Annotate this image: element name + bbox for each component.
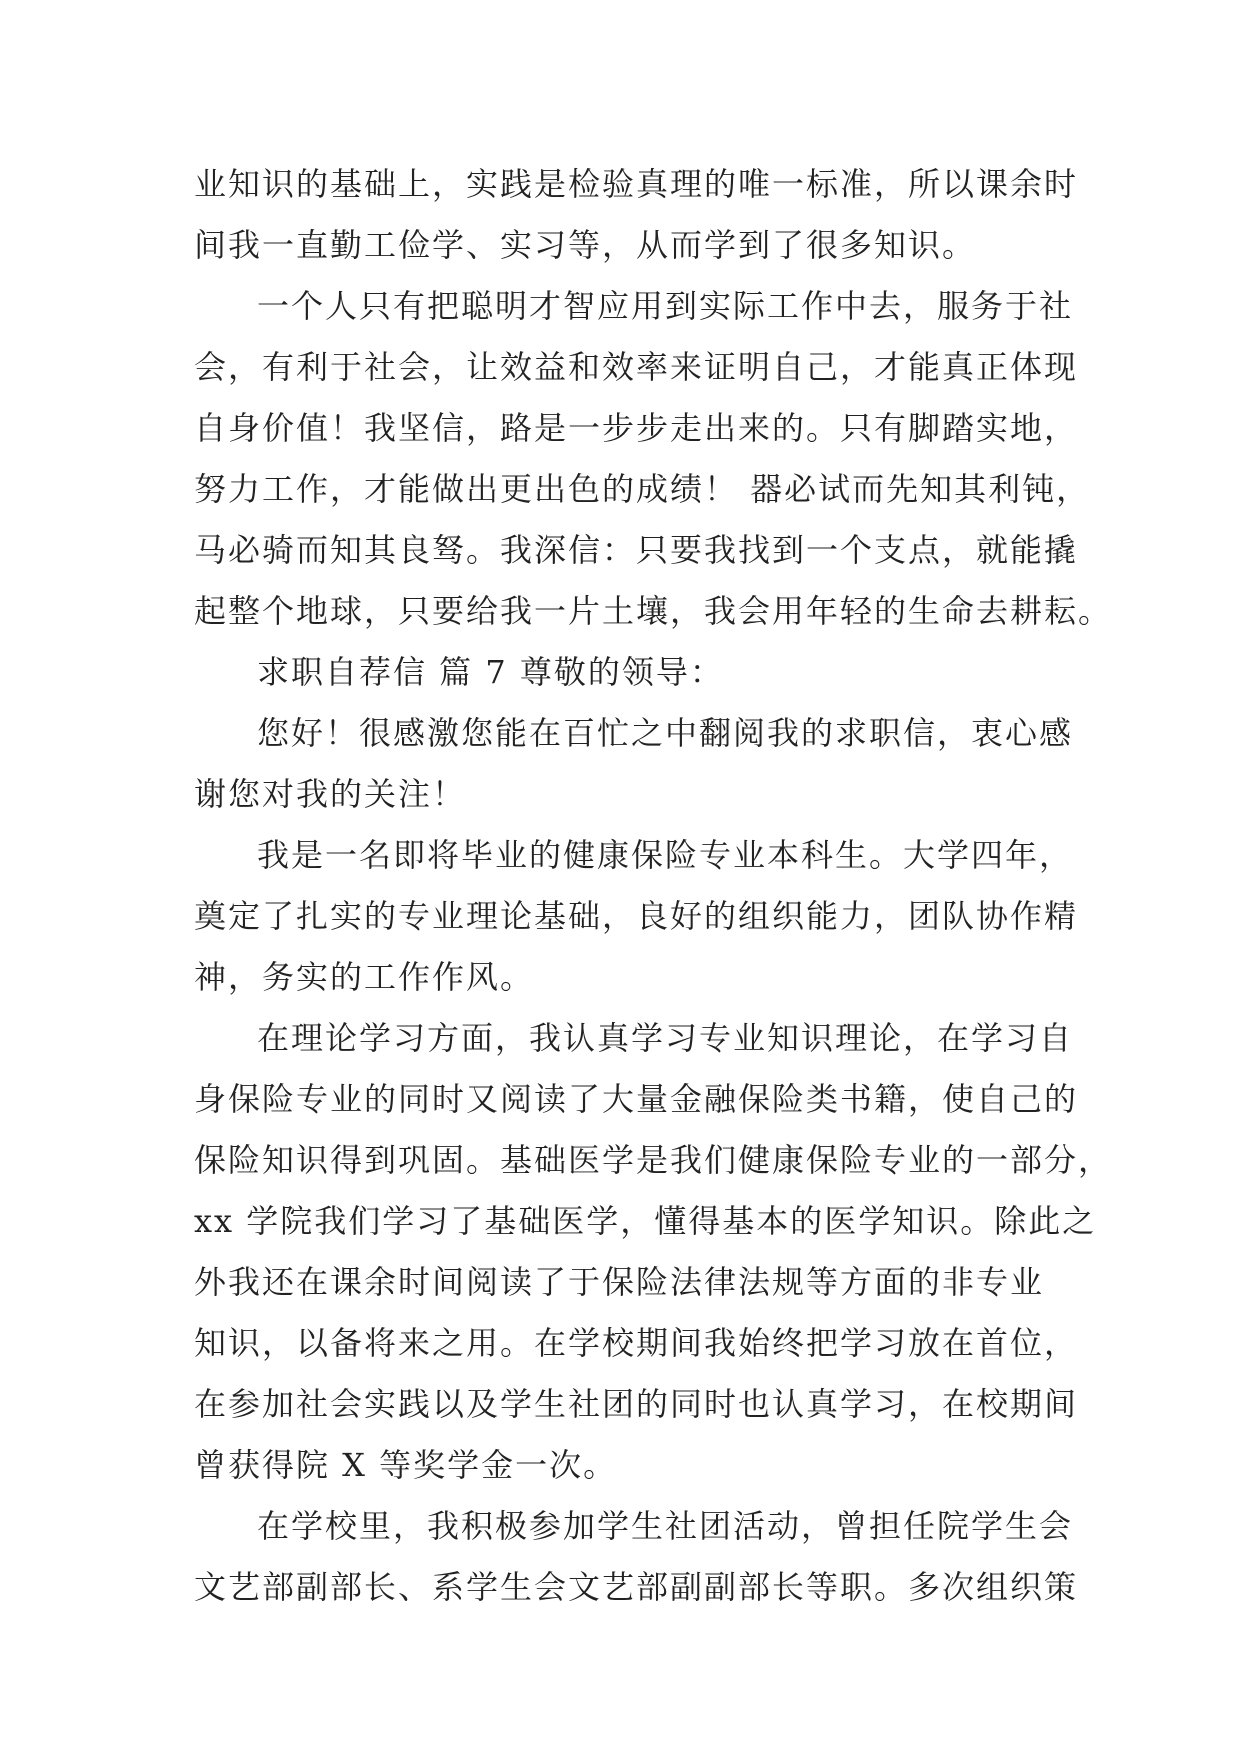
body-text: [194, 154, 1113, 1618]
text-line: 知识，以备将来之用。在学校期间我始终把学习放在首位，: [194, 1324, 1079, 1362]
paragraph-start: 在理论学习方面，我认真学习专业知识理论，在学习自: [257, 1019, 1074, 1057]
paragraph-start: 一个人只有把聪明才智应用到实际工作中去，服务于社: [257, 287, 1074, 325]
text-line: xx 学院我们学习了基础医学，懂得基本的医学知识。除此之: [194, 1202, 1097, 1240]
text-line: 马必骑而知其良驽。我深信：只要我找到一个支点，就能撬: [194, 531, 1079, 569]
paragraph-start: 在学校里，我积极参加学生社团活动，曾担任院学生会: [257, 1507, 1074, 1545]
text-line: 保险知识得到巩固。基础医学是我们健康保险专业的一部分，: [194, 1141, 1113, 1179]
paragraph-start: 我是一名即将毕业的健康保险专业本科生。大学四年，: [257, 836, 1074, 874]
text-line: 文艺部副部长、系学生会文艺部副副部长等职。多次组织策: [194, 1568, 1079, 1606]
text-line: 间我一直勤工俭学、实习等，从而学到了很多知识。: [194, 226, 977, 264]
section-heading: 求职自荐信 篇 7 尊敬的领导：: [257, 653, 724, 691]
text-line: 奠定了扎实的专业理论基础，良好的组织能力，团队协作精: [194, 897, 1079, 935]
text-line: 业知识的基础上，实践是检验真理的唯一标准，所以课余时: [194, 165, 1079, 203]
text-line: 身保险专业的同时又阅读了大量金融保险类书籍，使自己的: [194, 1080, 1079, 1118]
text-line: 曾获得院 X 等奖学金一次。: [194, 1446, 618, 1484]
text-line: 神，务实的工作作风。: [194, 958, 535, 996]
text-line: 外我还在课余时间阅读了于保险法律法规等方面的非专业: [194, 1263, 1045, 1301]
paragraph-start: 您好！很感激您能在百忙之中翻阅我的求职信，衷心感: [257, 714, 1074, 752]
text-line: 会，有利于社会，让效益和效率来证明自己，才能真正体现: [194, 348, 1079, 386]
text-line: 自身价值！我坚信，路是一步步走出来的。只有脚踏实地，: [194, 409, 1079, 447]
text-line: 在参加社会实践以及学生社团的同时也认真学习，在校期间: [194, 1385, 1079, 1423]
text-line: 起整个地球，只要给我一片土壤，我会用年轻的生命去耕耘。: [194, 592, 1113, 630]
text-line: 谢您对我的关注！: [194, 775, 467, 813]
text-line: 努力工作，才能做出更出色的成绩！ 器必试而先知其利钝，: [194, 470, 1091, 508]
